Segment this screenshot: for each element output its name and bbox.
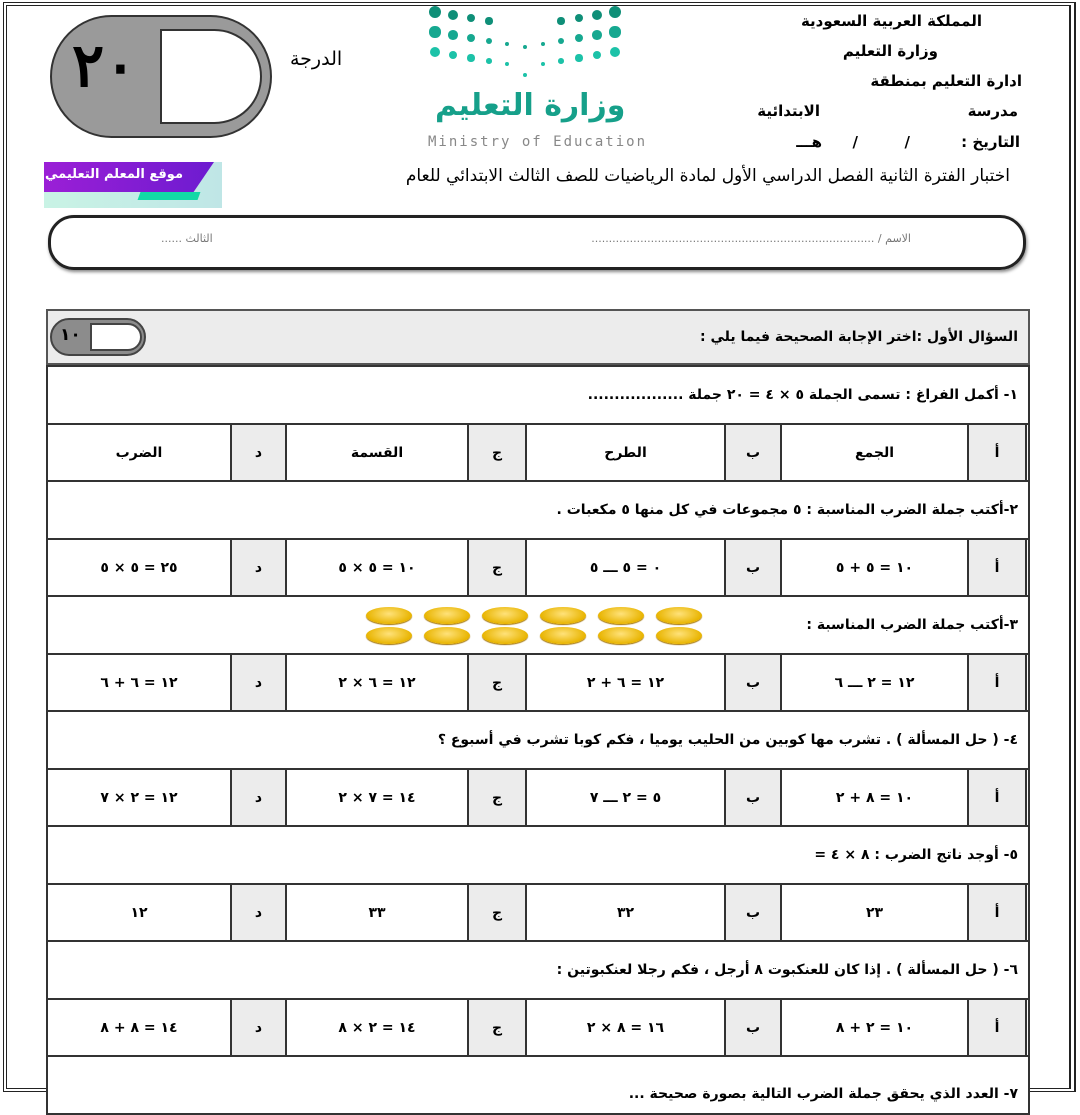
logo-dot (485, 17, 492, 24)
coin-icon (656, 607, 702, 624)
option-label: ب (724, 655, 782, 710)
option-choice[interactable]: ١٢ = ٦ + ٦ (100, 674, 178, 691)
option-label: ج (467, 425, 527, 480)
option-label: د (230, 425, 287, 480)
option-choice[interactable]: الطرح (604, 444, 647, 461)
logo-dot (592, 10, 602, 20)
name-field[interactable]: الاسم / ................................................................................. (591, 232, 911, 245)
logo-dot (486, 58, 492, 64)
question-text: ٢-أكتب جملة الضرب المناسبة : ٥ مجموعات في كل منها ٥ مكعبات . (556, 502, 1018, 518)
coin-icon (540, 627, 586, 644)
option-choice[interactable]: ١٢ = ٦ × ٢ (338, 674, 416, 691)
date-label: التاريخ : (961, 133, 1020, 151)
question-5-row (46, 825, 1030, 885)
logo-dot (541, 42, 546, 47)
section-header (46, 309, 1030, 365)
student-info-box (48, 215, 1026, 270)
logo-dot (610, 47, 620, 57)
logo-arabic-text: وزارة التعليم (435, 88, 626, 123)
question-6-row (46, 940, 1030, 1000)
option-choice[interactable]: ١٢ = ٢ × ٧ (100, 789, 178, 806)
option-choice[interactable]: ١٠ = ٢ + ٨ (835, 1019, 914, 1036)
coin-icon (656, 627, 702, 644)
grade-input-area[interactable] (160, 29, 262, 124)
option-label: ب (724, 540, 782, 595)
school-type: الابتدائية (757, 102, 820, 120)
question-4-row (46, 710, 1030, 770)
logo-dot (575, 54, 582, 61)
section-score-box (50, 318, 146, 356)
options-row (46, 885, 1030, 940)
option-label: د (230, 1000, 287, 1055)
coin-icon (598, 627, 644, 644)
exam-title: اختبار الفترة الثانية الفصل الدراسي الأول لمادة الرياضيات للصف الثالث الابتدائي للعام (405, 166, 1010, 186)
class-field[interactable]: الثالث ...... (161, 232, 213, 245)
logo-dot (609, 6, 621, 18)
coin-icon (540, 607, 586, 624)
option-label: د (230, 655, 287, 710)
logo-dot (558, 58, 564, 64)
option-choice[interactable]: ١٠ = ٨ + ٢ (835, 789, 914, 806)
option-label: ب (724, 885, 782, 940)
option-label: أ (967, 655, 1027, 710)
logo-english-text: Ministry of Education (428, 134, 648, 150)
option-label: ب (724, 1000, 782, 1055)
option-choice[interactable]: القسمة (350, 444, 404, 461)
badge-stripe (138, 192, 201, 200)
option-choice[interactable]: ١٢ (130, 904, 148, 921)
question-text: ٥- أوجد ناتج الضرب : ٨ × ٤ = (814, 847, 1018, 863)
option-label: ج (467, 770, 527, 825)
logo-dot (575, 34, 583, 42)
coin-icon (424, 627, 470, 644)
logo-dot (467, 14, 476, 23)
question-3-row (46, 595, 1030, 655)
options-row (46, 770, 1030, 825)
logo-dot (467, 34, 475, 42)
section-score: ١٠ (60, 325, 81, 345)
logo-dot (593, 51, 602, 60)
option-choice[interactable]: ١٠ = ٥ + ٥ (835, 559, 914, 576)
option-choice[interactable]: ٣٢ (616, 904, 635, 921)
option-label: أ (967, 425, 1027, 480)
options-row (46, 1000, 1030, 1055)
option-choice[interactable]: ٣٣ (368, 904, 386, 921)
question-text: ١- أكمل الفراغ : تسمى الجملة ٥ × ٤ = ٢٠ جملة .................. (587, 387, 1018, 403)
logo-dot (558, 38, 564, 44)
badge-text: موقع المعلم التعليمي (45, 167, 183, 182)
logo-dot (429, 26, 440, 37)
logo-dot (523, 45, 527, 49)
logo-dot (429, 6, 441, 18)
logo-dot (575, 14, 584, 23)
option-choice[interactable]: ١٤ = ٢ × ٨ (338, 1019, 416, 1036)
coin-icon (366, 627, 412, 644)
option-label: أ (967, 770, 1027, 825)
logo-dot (448, 10, 458, 20)
question-text: ٣-أكتب جملة الضرب المناسبة : (806, 617, 1018, 633)
site-badge (44, 162, 222, 208)
logo-dot (505, 62, 509, 66)
option-label: ب (724, 770, 782, 825)
question-7-row (46, 1055, 1030, 1115)
logo-dot (557, 17, 564, 24)
option-label: د (230, 885, 287, 940)
option-choice[interactable]: ٢٣ (865, 904, 884, 921)
question-2-row (46, 480, 1030, 540)
date-separator: / (852, 133, 858, 151)
option-choice[interactable]: ١٢ = ٢ ـــ ٦ (834, 674, 915, 691)
logo-dot (449, 51, 458, 60)
grade-box (50, 15, 272, 138)
option-label: ج (467, 655, 527, 710)
date-suffix: هـــ (796, 133, 822, 151)
coin-icon (482, 607, 528, 624)
school-label: مدرسة (967, 102, 1018, 120)
coin-icon (424, 607, 470, 624)
logo-dot (609, 26, 620, 37)
options-row (46, 655, 1030, 710)
option-label: ج (467, 1000, 527, 1055)
coin-icon (366, 607, 412, 624)
logo-dot (448, 30, 458, 40)
option-choice[interactable]: ١٦ = ٨ × ٢ (586, 1019, 665, 1036)
option-label: أ (967, 885, 1027, 940)
coin-icon (482, 627, 528, 644)
options-row (46, 425, 1030, 480)
option-choice[interactable]: ١٤ = ٧ × ٢ (338, 789, 416, 806)
option-label: د (230, 770, 287, 825)
question-text: ٧- العدد الذي يحقق جملة الضرب التالية بصورة صحيحة ... (628, 1086, 1018, 1102)
options-row (46, 540, 1030, 595)
option-choice[interactable]: ١٠ = ٥ × ٥ (338, 559, 416, 576)
section-title: السؤال الأول :اختر الإجابة الصحيحة فيما يلي : (700, 329, 1018, 345)
department-text: ادارة التعليم بمنطقة (870, 72, 1022, 90)
ministry-text: وزارة التعليم (842, 42, 938, 60)
grade-total: ٢٠ (72, 31, 137, 101)
option-label: د (230, 540, 287, 595)
option-choice[interactable]: الضرب (115, 444, 163, 461)
date-separator: / (904, 133, 910, 151)
logo-dot (541, 62, 545, 66)
ministry-logo-dots (425, 6, 625, 76)
option-choice[interactable]: الجمع (854, 444, 895, 461)
logo-dot (467, 54, 474, 61)
question-1-row (46, 365, 1030, 425)
grade-label: الدرجة (290, 48, 343, 70)
option-label: ج (467, 885, 527, 940)
logo-dot (523, 73, 527, 77)
logo-dot (430, 47, 440, 57)
option-label: ج (467, 540, 527, 595)
option-choice[interactable]: ٠ = ٥ ـــ ٥ (589, 559, 662, 576)
logo-dot (486, 38, 492, 44)
question-text: ٦- ( حل المسألة ) . إذا كان للعنكبوت ٨ أرجل ، فكم رجلا لعنكبوتين : (556, 962, 1018, 978)
option-label: أ (967, 1000, 1027, 1055)
option-choice[interactable]: ٥ = ٢ ـــ ٧ (589, 789, 662, 806)
question-text: ٤- ( حل المسألة ) . تشرب مها كوبين من الحليب يوميا ، فكم كوبا تشرب في أسبوع ؟ (437, 732, 1018, 748)
logo-dot (592, 30, 602, 40)
score-input[interactable] (90, 323, 142, 351)
option-choice[interactable]: ١٢ = ٦ + ٢ (586, 674, 665, 691)
coin-icon (598, 607, 644, 624)
logo-dot (505, 42, 510, 47)
kingdom-text: المملكة العربية السعودية (800, 12, 982, 30)
option-choice[interactable]: ١٤ = ٨ + ٨ (100, 1019, 178, 1036)
option-label: ب (724, 425, 782, 480)
option-choice[interactable]: ٢٥ = ٥ × ٥ (100, 559, 178, 576)
option-label: أ (967, 540, 1027, 595)
